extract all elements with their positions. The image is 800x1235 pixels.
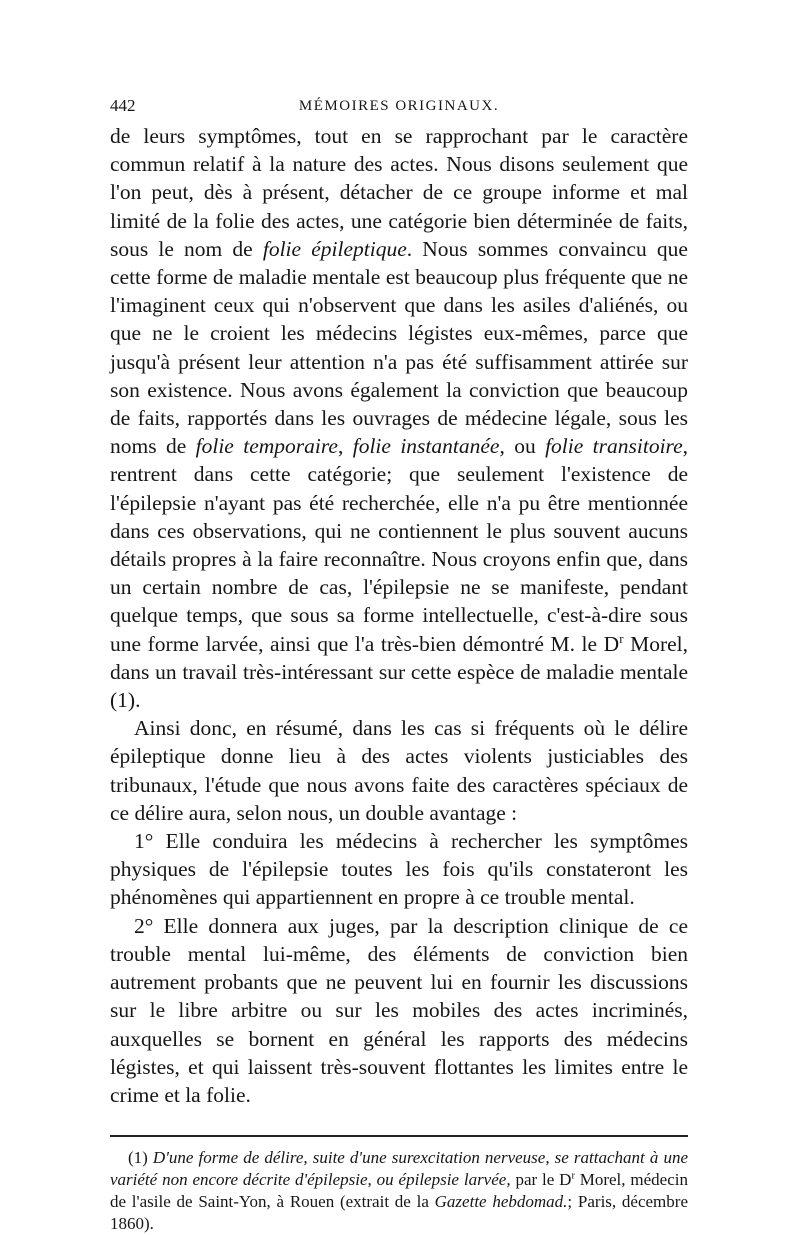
p1-sep-1: , — [337, 434, 353, 459]
term-folie-epileptique: folie épileptique — [262, 236, 407, 261]
footnote-dr-superscript: r — [571, 1170, 575, 1182]
term-folie-instantanee: folie instantanée — [352, 434, 500, 459]
footnote-work-title: D'une forme de délire, suite d'une surexcitation nerveuse, se rattachant à une variété non encore décrite d'épilepsie, ou épilepsie larvée, — [110, 1148, 688, 1190]
footnote-text-c: ; Paris, décembre 1860). — [110, 1192, 688, 1234]
footnote-text — [110, 1147, 688, 1235]
footnote-divider — [110, 1135, 688, 1137]
paragraph-2: Ainsi donc, en résumé, dans les cas si fréquents où le délire épileptique donne lieu à des actes violents justiciables des tribunaux, l'étude que nous avons faite des caractères spéciaux de ce délire aura, selon nous, un double avantage : — [110, 716, 688, 825]
term-folie-temporaire: folie temporaire — [195, 434, 338, 459]
book-page — [110, 96, 688, 1235]
footnote-text-a: par le D — [510, 1170, 572, 1190]
paragraph-1 — [110, 122, 688, 714]
paragraph-3: 1° Elle conduira les médecins à rechercher les symptômes physiques de l'épilepsie toutes les fois qu'ils constateront les phénomènes qui appartiennent en propre à ce trouble mental. — [110, 829, 688, 910]
p1-text-d: Morel, dans un travail très-intéressant sur cette espèce de maladie mentale (1). — [110, 631, 688, 713]
term-folie-transitoire: folie transitoire — [545, 434, 683, 459]
footnote-marker: (1) — [128, 1148, 153, 1168]
page-header — [110, 96, 688, 122]
footnote-gazette: Gazette hebdomad. — [434, 1192, 568, 1212]
p1-text-b: . Nous sommes convaincu que cette forme de maladie mentale est beaucoup plus fréquente que ne l'imaginent ceux qui n'observent que dans les asiles d'aliénés, ou que ne le croient les médecins légistes eux-mêmes, parce que jusqu'à présent leur attention n'a pas été suffisamment attirée sur son existence. Nous avons également la conviction que beaucoup de faits, rapportés dans les ouvrages de médecine légale, sous les noms de — [110, 236, 688, 459]
footnote-text-b: Morel, médecin de l'asile de Saint-Yon, à Rouen (extrait de la — [110, 1170, 688, 1212]
p1-dr-superscript: r — [619, 631, 624, 646]
p1-sep-2: , ou — [499, 434, 546, 459]
p1-text-c: , rentrent dans cette catégorie; que seulement l'existence de l'épilepsie n'ayant pas été recherchée, elle n'a pu être mentionnée dans ces observations, qui ne contiennent le plus souvent aucuns détails propres à la faire reconnaître. Nous croyons enfin que, dans un certain nombre de cas, l'épilepsie ne se manifeste, pendant quelque temps, que sous sa forme intellectuelle, c'est-à-dire sous une forme larvée, ainsi que l'a très-bien démontré M. le D — [110, 434, 689, 656]
footnote — [110, 1147, 688, 1235]
running-head: MÉMOIRES ORIGINAUX. — [298, 98, 500, 114]
page-number: 442 — [110, 96, 136, 115]
p1-text-a: de leurs symptômes, tout en se rapprochant par le caractère commun relatif à la nature des actes. Nous disons seulement que l'on peut, dès à présent, détacher de ce groupe informe et mal limité de la folie des actes, une catégorie bien déterminée de faits, sous le nom de — [110, 124, 688, 261]
paragraph-4: 2° Elle donnera aux juges, par la description clinique de ce trouble mental lui-même, des éléments de conviction bien autrement probants que ne peuvent lui en fournir les discussions sur le libre arbitre ou sur les mobiles des actes incriminés, auxquelles se bornent en général les rapports des médecins légistes, et qui laissent très-souvent flottantes les limites entre le crime et la folie. — [110, 913, 688, 1107]
body-text — [110, 122, 688, 1109]
